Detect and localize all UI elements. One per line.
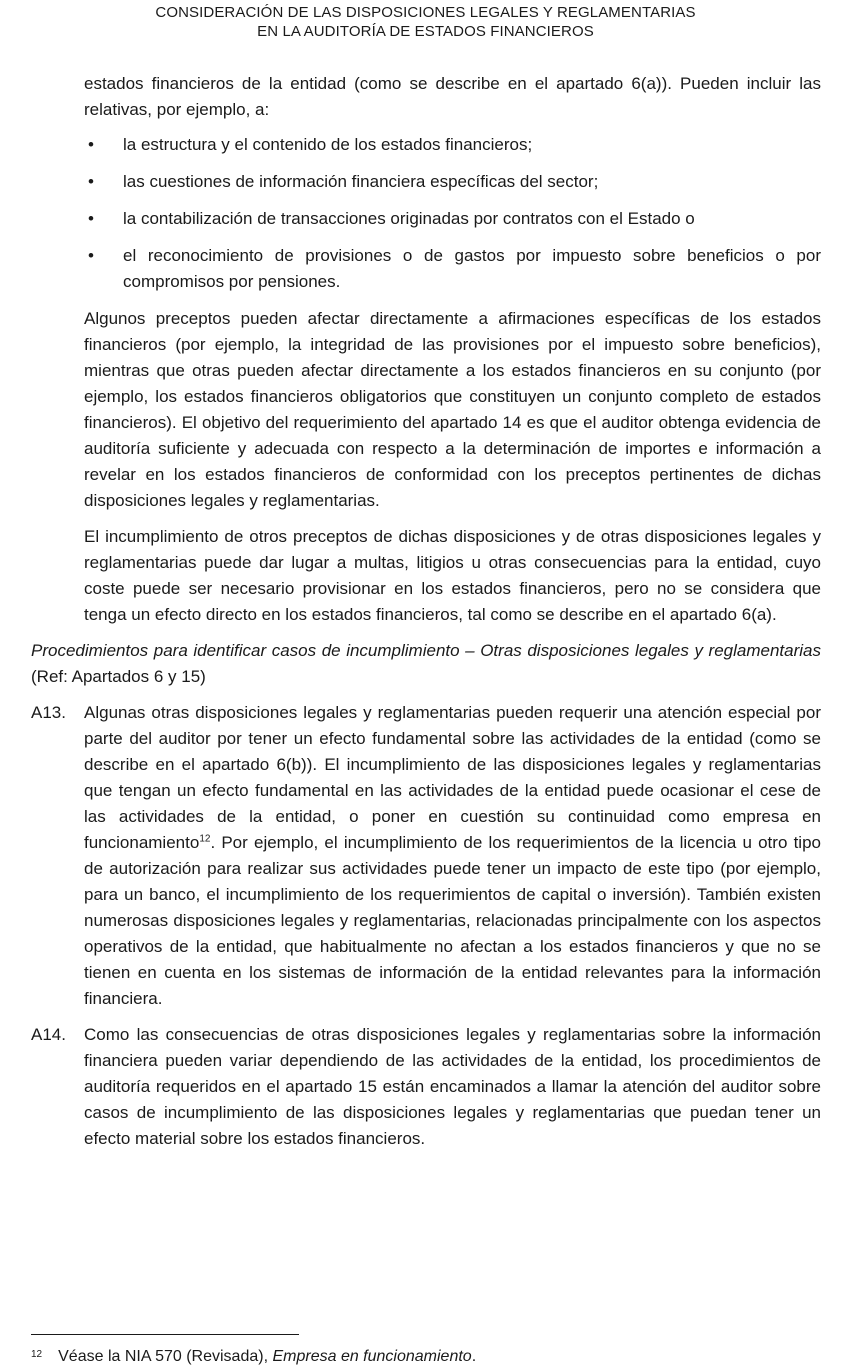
paragraph-number: A13. [31,703,66,722]
footnote-text: Véase la NIA 570 (Revisada), [58,1348,273,1365]
document-body [31,71,821,1162]
bullet-icon: • [88,135,94,154]
bullet-icon: • [88,172,94,191]
section-heading [31,638,821,690]
footnote-reference[interactable]: 12 [199,833,211,845]
bullet-list [31,132,821,295]
bullet-item [31,169,821,195]
bullet-text: el reconocimiento de provisiones o de gastos por impuesto sobre beneficios o por compromisos por pensiones. [123,246,821,291]
bullet-item [31,243,821,295]
bullet-item [31,132,821,158]
footnote [31,1346,476,1368]
bullet-item [31,206,821,232]
page-header [0,3,851,41]
footnote-divider [31,1334,299,1335]
paragraph-text-part: Algunas otras disposiciones legales y reglamentarias pueden requerir una atención especial por parte del auditor por tener un efecto fundamental sobre las actividades de la entidad (como se describe en el apartado 6(b)). El incumplimiento de las disposiciones legales y reglamentarias que tengan un efecto fundamental en las actividades de la entidad puede ocasionar el cese de las actividades de la entidad, o poner en cuestión su continuidad como empresa en funcionamiento [84,703,821,852]
header-line-1: CONSIDERACIÓN DE LAS DISPOSICIONES LEGALES Y REGLAMENTARIAS [155,4,696,21]
bullet-text: las cuestiones de información financiera específicas del sector; [123,172,599,191]
paragraph-text: Como las consecuencias de otras disposiciones legales y reglamentarias sobre la información financiera pueden variar dependiendo de las actividades de la entidad, los procedimientos de auditoría requeridos en el apartado 15 están encaminados a llamar la atención del auditor sobre casos de incumplimiento de las disposiciones legales y reglamentarias que puedan tener un efecto material sobre los estados financieros. [84,1025,821,1148]
section-heading-title: Procedimientos para identificar casos de incumplimiento – Otras disposiciones legales y reglamentarias [31,641,821,660]
footnote-italic-title: Empresa en funcionamiento [272,1348,472,1365]
bullet-icon: • [88,209,94,228]
bullet-icon: • [88,246,94,265]
header-line-2: EN LA AUDITORÍA DE ESTADOS FINANCIEROS [257,23,594,40]
bullet-text: la estructura y el contenido de los estados financieros; [123,135,533,154]
footnote-text-end: . [471,1348,477,1365]
paragraph-number: A14. [31,1025,66,1044]
footnote-number: 12 [31,1349,43,1360]
paragraph-text-part: . Por ejemplo, el incumplimiento de los requerimientos de la licencia u otro tipo de autorización para realizar sus actividades puede tener un impacto de este tipo (por ejemplo, para un banco, el incumplimiento de los requerimientos de capital o inversión). También existen numerosas disposiciones legales y reglamentarias, relacionadas principalmente con los aspectos operativos de la entidad, que habitualmente no afectan a los estados financieros y que no se tienen en cuenta en los sistemas de información de la entidad relevantes para la información financiera. [84,833,821,1008]
paragraph-text [84,700,821,1012]
bullet-text: la contabilización de transacciones originadas por contratos con el Estado o [123,209,695,228]
paragraph-a14 [31,1022,821,1152]
paragraph-a13 [31,700,821,1012]
body-paragraph: Algunos preceptos pueden afectar directamente a afirmaciones específicas de los estados financieros (por ejemplo, la integridad de las provisiones por el impuesto sobre beneficios), mientras que otras pueden afectar directamente a los estados financieros en su conjunto (por ejemplo, los estados financieros obligatorios que constituyen un conjunto completo de estados financieros). El objetivo del requerimiento del apartado 14 es que el auditor obtenga evidencia de auditoría suficiente y adecuada con respecto a la determinación de importes e información a revelar en los estados financieros de conformidad con los preceptos pertinentes de dichas disposiciones legales y reglamentarias. [84,309,821,510]
section-heading-ref: (Ref: Apartados 6 y 15) [31,667,206,686]
intro-paragraph: estados financieros de la entidad (como se describe en el apartado 6(a)). Pueden incluir las relativas, por ejemplo, a: [84,74,821,119]
body-paragraph: El incumplimiento de otros preceptos de dichas disposiciones y de otras disposiciones legales y reglamentarias puede dar lugar a multas, litigios u otras consecuencias para la entidad, cuyo coste puede ser necesario provisionar en los estados financieros, pero no se considera que tenga un efecto directo en los estados financieros, tal como se describe en el apartado 6(a). [84,527,821,624]
